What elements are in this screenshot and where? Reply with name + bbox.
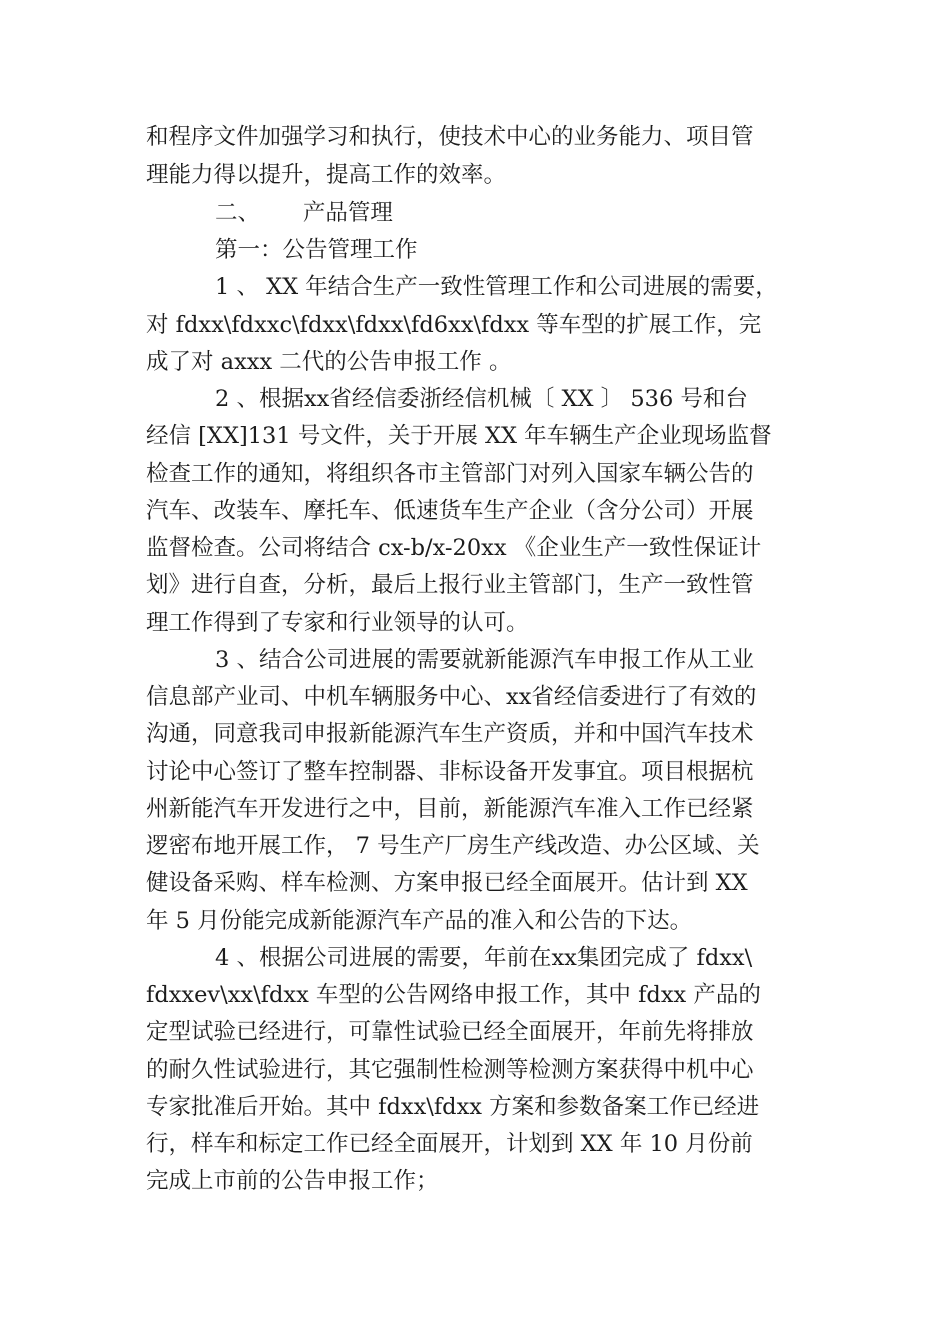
paragraph-line: 划》进行自查，分析，最后上报行业主管部门，生产一致性管 <box>146 572 754 598</box>
paragraph-line: 1 、 XX 年结合生产一致性管理工作和公司进展的需要， <box>215 274 778 300</box>
paragraph-line: 健设备采购、样车检测、方案申报已经全面展开。估计到 XX <box>146 870 748 896</box>
paragraph-line: 理能力得以提升，提高工作的效率。 <box>146 162 507 188</box>
paragraph-line: 3 、结合公司进展的需要就新能源汽车申报工作从工业 <box>215 647 754 673</box>
paragraph-line: 逻密布地开展工作， 7 号生产厂房生产线改造、办公区域、关 <box>146 833 760 859</box>
paragraph-line: 经信 [XX]131 号文件，关于开展 XX 年车辆生产企业现场监督 <box>146 423 772 449</box>
paragraph-line: 州新能汽车开发进行之中，目前，新能源汽车准入工作已经紧 <box>146 796 754 822</box>
paragraph-line: 汽车、改装车、摩托车、低速货车生产企业（含分公司）开展 <box>146 498 754 524</box>
paragraph-line: 行，样车和标定工作已经全面展开，计划到 XX 年 10 月份前 <box>146 1131 753 1157</box>
subsection-heading: 第一：公告管理工作 <box>215 237 418 263</box>
paragraph-line: 和程序文件加强学习和执行，使技术中心的业务能力、项目管 <box>146 124 754 150</box>
paragraph-line: 信息部产业司、中机车辆服务中心、xx省经信委进行了有效的 <box>146 684 757 710</box>
paragraph-line: 2 、根据xx省经信委浙经信机械〔 XX 〕 536 号和台 <box>215 386 748 412</box>
paragraph-line: 定型试验已经进行，可靠性试验已经全面展开，年前先将排放 <box>146 1019 754 1045</box>
paragraph-line: 监督检查。公司将结合 cx-b/x-20xx 《企业生产一致性保证计 <box>146 535 762 561</box>
section-heading: 二、 产品管理 <box>215 200 393 226</box>
paragraph-line: 沟通，同意我司申报新能源汽车生产资质，并和中国汽车技术 <box>146 721 754 747</box>
paragraph-line: 完成上市前的公告申报工作； <box>146 1168 439 1194</box>
paragraph-line: 4 、根据公司进展的需要，年前在xx集团完成了 fdxx\ <box>215 945 753 971</box>
paragraph-line: 的耐久性试验进行，其它强制性检测等检测方案获得中机中心 <box>146 1057 754 1083</box>
paragraph-line: 对 fdxx\fdxxc\fdxx\fdxx\fd6xx\fdxx 等车型的扩展工作，完 <box>146 312 762 338</box>
paragraph-line: 理工作得到了专家和行业领导的认可。 <box>146 610 529 636</box>
paragraph-line: 讨论中心签订了整车控制器、非标设备开发事宜。项目根据杭 <box>146 759 754 785</box>
paragraph-line: fdxxev\xx\fdxx 车型的公告网络申报工作，其中 fdxx 产品的 <box>146 982 761 1008</box>
paragraph-line: 检查工作的通知，将组织各市主管部门对列入国家车辆公告的 <box>146 461 754 487</box>
paragraph-line: 成了对 axxx 二代的公告申报工作 。 <box>146 349 512 375</box>
paragraph-line: 专家批准后开始。其中 fdxx\fdxx 方案和参数备案工作已经进 <box>146 1094 760 1120</box>
paragraph-line: 年 5 月份能完成新能源汽车产品的准入和公告的下达。 <box>146 908 693 934</box>
